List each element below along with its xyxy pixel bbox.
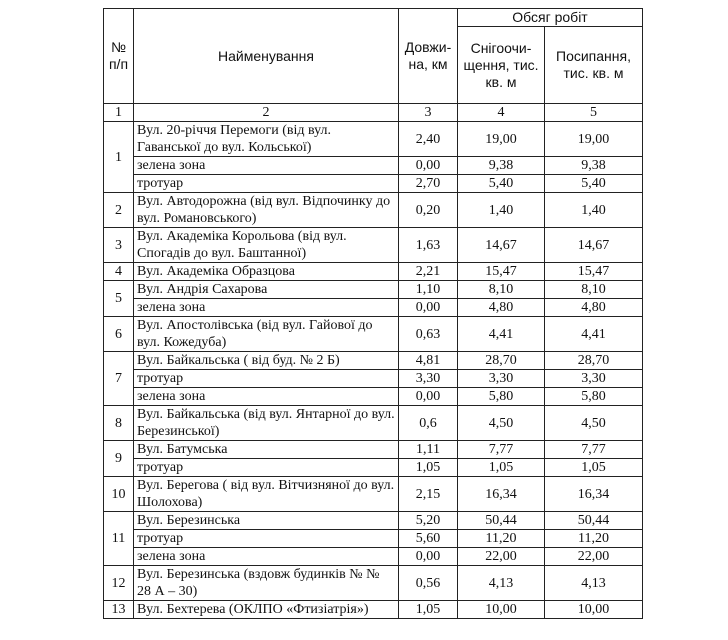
header-name: Найменування [134, 9, 399, 104]
row-sand: 11,20 [545, 530, 643, 548]
row-sand: 7,77 [545, 441, 643, 459]
table-row [104, 601, 643, 619]
table-row [104, 566, 643, 601]
row-length: 0,6 [399, 406, 458, 441]
row-name: зелена зона [134, 388, 399, 406]
row-sand: 4,13 [545, 566, 643, 601]
table-row [104, 370, 643, 388]
row-name: Вул. Байкальська (від вул. Янтарної до вул. Березинської) [134, 406, 399, 441]
colnum-4: 4 [458, 104, 545, 122]
row-name: Вул. Апостолівська (від вул. Гайової до вул. Кожедуба) [134, 317, 399, 352]
row-snow: 11,20 [458, 530, 545, 548]
table-row [104, 122, 643, 157]
row-snow: 1,40 [458, 193, 545, 228]
row-number: 1 [104, 122, 134, 193]
table-row [104, 193, 643, 228]
row-name: Вул. Академіка Образцова [134, 263, 399, 281]
row-number: 13 [104, 601, 134, 619]
colnum-3: 3 [399, 104, 458, 122]
table-row [104, 281, 643, 299]
table-body [104, 122, 643, 619]
row-length: 3,30 [399, 370, 458, 388]
row-snow: 22,00 [458, 548, 545, 566]
row-length: 1,05 [399, 459, 458, 477]
table-row [104, 263, 643, 281]
row-length: 2,40 [399, 122, 458, 157]
row-name: Вул. Бехтерева (ОКЛПО «Фтизіатрія») [134, 601, 399, 619]
row-name: Вул. Батумська [134, 441, 399, 459]
row-sand: 9,38 [545, 157, 643, 175]
row-length: 0,00 [399, 157, 458, 175]
row-number: 8 [104, 406, 134, 441]
table-row [104, 406, 643, 441]
row-length: 1,11 [399, 441, 458, 459]
row-number: 5 [104, 281, 134, 317]
row-length: 2,70 [399, 175, 458, 193]
row-length: 2,21 [399, 263, 458, 281]
row-sand: 1,40 [545, 193, 643, 228]
table-row [104, 441, 643, 459]
row-name: зелена зона [134, 299, 399, 317]
row-name: зелена зона [134, 157, 399, 175]
header-volume: Обсяг робіт [458, 9, 643, 27]
row-name: Вул. Андрія Сахарова [134, 281, 399, 299]
row-snow: 4,41 [458, 317, 545, 352]
table-row [104, 477, 643, 512]
colnum-1: 1 [104, 104, 134, 122]
row-sand: 8,10 [545, 281, 643, 299]
row-sand: 28,70 [545, 352, 643, 370]
row-length: 2,15 [399, 477, 458, 512]
row-name: тротуар [134, 459, 399, 477]
row-sand: 14,67 [545, 228, 643, 263]
row-length: 1,63 [399, 228, 458, 263]
row-snow: 7,77 [458, 441, 545, 459]
table-row [104, 299, 643, 317]
row-snow: 4,13 [458, 566, 545, 601]
row-sand: 3,30 [545, 370, 643, 388]
table-row [104, 175, 643, 193]
table-row [104, 157, 643, 175]
row-sand: 4,50 [545, 406, 643, 441]
row-snow: 28,70 [458, 352, 545, 370]
row-sand: 16,34 [545, 477, 643, 512]
row-length: 0,56 [399, 566, 458, 601]
row-length: 1,05 [399, 601, 458, 619]
header-sand: Посипання, тис. кв. м [545, 27, 643, 104]
row-name: тротуар [134, 175, 399, 193]
table-row [104, 317, 643, 352]
row-name: Вул. Байкальська ( від буд. № 2 Б) [134, 352, 399, 370]
table-row [104, 352, 643, 370]
row-snow: 3,30 [458, 370, 545, 388]
row-number: 9 [104, 441, 134, 477]
row-number: 11 [104, 512, 134, 566]
row-length: 5,20 [399, 512, 458, 530]
row-snow: 5,80 [458, 388, 545, 406]
row-snow: 1,05 [458, 459, 545, 477]
row-sand: 10,00 [545, 601, 643, 619]
row-snow: 14,67 [458, 228, 545, 263]
header-num: № п/п [104, 9, 134, 104]
row-length: 0,00 [399, 299, 458, 317]
row-snow: 9,38 [458, 157, 545, 175]
row-sand: 1,05 [545, 459, 643, 477]
table-row [104, 228, 643, 263]
row-sand: 5,40 [545, 175, 643, 193]
row-number: 7 [104, 352, 134, 406]
row-snow: 10,00 [458, 601, 545, 619]
row-snow: 50,44 [458, 512, 545, 530]
table-row [104, 388, 643, 406]
row-snow: 16,34 [458, 477, 545, 512]
header-snow: Снігоочи-щення, тис. кв. м [458, 27, 545, 104]
row-length: 0,00 [399, 548, 458, 566]
row-sand: 22,00 [545, 548, 643, 566]
row-name: Вул. Березинська (вздовж будинків № № 28 А – 30) [134, 566, 399, 601]
row-name: зелена зона [134, 548, 399, 566]
row-length: 4,81 [399, 352, 458, 370]
colnum-5: 5 [545, 104, 643, 122]
row-name: Вул. Берегова ( від вул. Вітчизняної до вул. Шолохова) [134, 477, 399, 512]
row-name: тротуар [134, 530, 399, 548]
row-number: 2 [104, 193, 134, 228]
table-row [104, 512, 643, 530]
row-snow: 15,47 [458, 263, 545, 281]
row-sand: 5,80 [545, 388, 643, 406]
row-length: 0,00 [399, 388, 458, 406]
row-sand: 19,00 [545, 122, 643, 157]
row-number: 6 [104, 317, 134, 352]
row-length: 0,20 [399, 193, 458, 228]
row-sand: 15,47 [545, 263, 643, 281]
row-number: 3 [104, 228, 134, 263]
row-number: 4 [104, 263, 134, 281]
row-length: 0,63 [399, 317, 458, 352]
table-row [104, 459, 643, 477]
table-row [104, 548, 643, 566]
row-name: Вул. Академіка Корольова (від вул. Спогадів до вул. Баштанної) [134, 228, 399, 263]
row-name: Вул. Березинська [134, 512, 399, 530]
row-length: 1,10 [399, 281, 458, 299]
row-sand: 4,80 [545, 299, 643, 317]
colnum-2: 2 [134, 104, 399, 122]
row-length: 5,60 [399, 530, 458, 548]
row-name: Вул. Автодорожна (від вул. Відпочинку до вул. Романовського) [134, 193, 399, 228]
row-snow: 8,10 [458, 281, 545, 299]
row-name: Вул. 20-річчя Перемоги (від вул. Гаванської до вул. Кольської) [134, 122, 399, 157]
row-snow: 4,80 [458, 299, 545, 317]
row-snow: 5,40 [458, 175, 545, 193]
row-sand: 4,41 [545, 317, 643, 352]
row-sand: 50,44 [545, 512, 643, 530]
row-snow: 4,50 [458, 406, 545, 441]
row-snow: 19,00 [458, 122, 545, 157]
table-row [104, 530, 643, 548]
works-table [103, 8, 643, 619]
row-number: 10 [104, 477, 134, 512]
row-name: тротуар [134, 370, 399, 388]
header-length: Довжи-на, км [399, 9, 458, 104]
row-number: 12 [104, 566, 134, 601]
